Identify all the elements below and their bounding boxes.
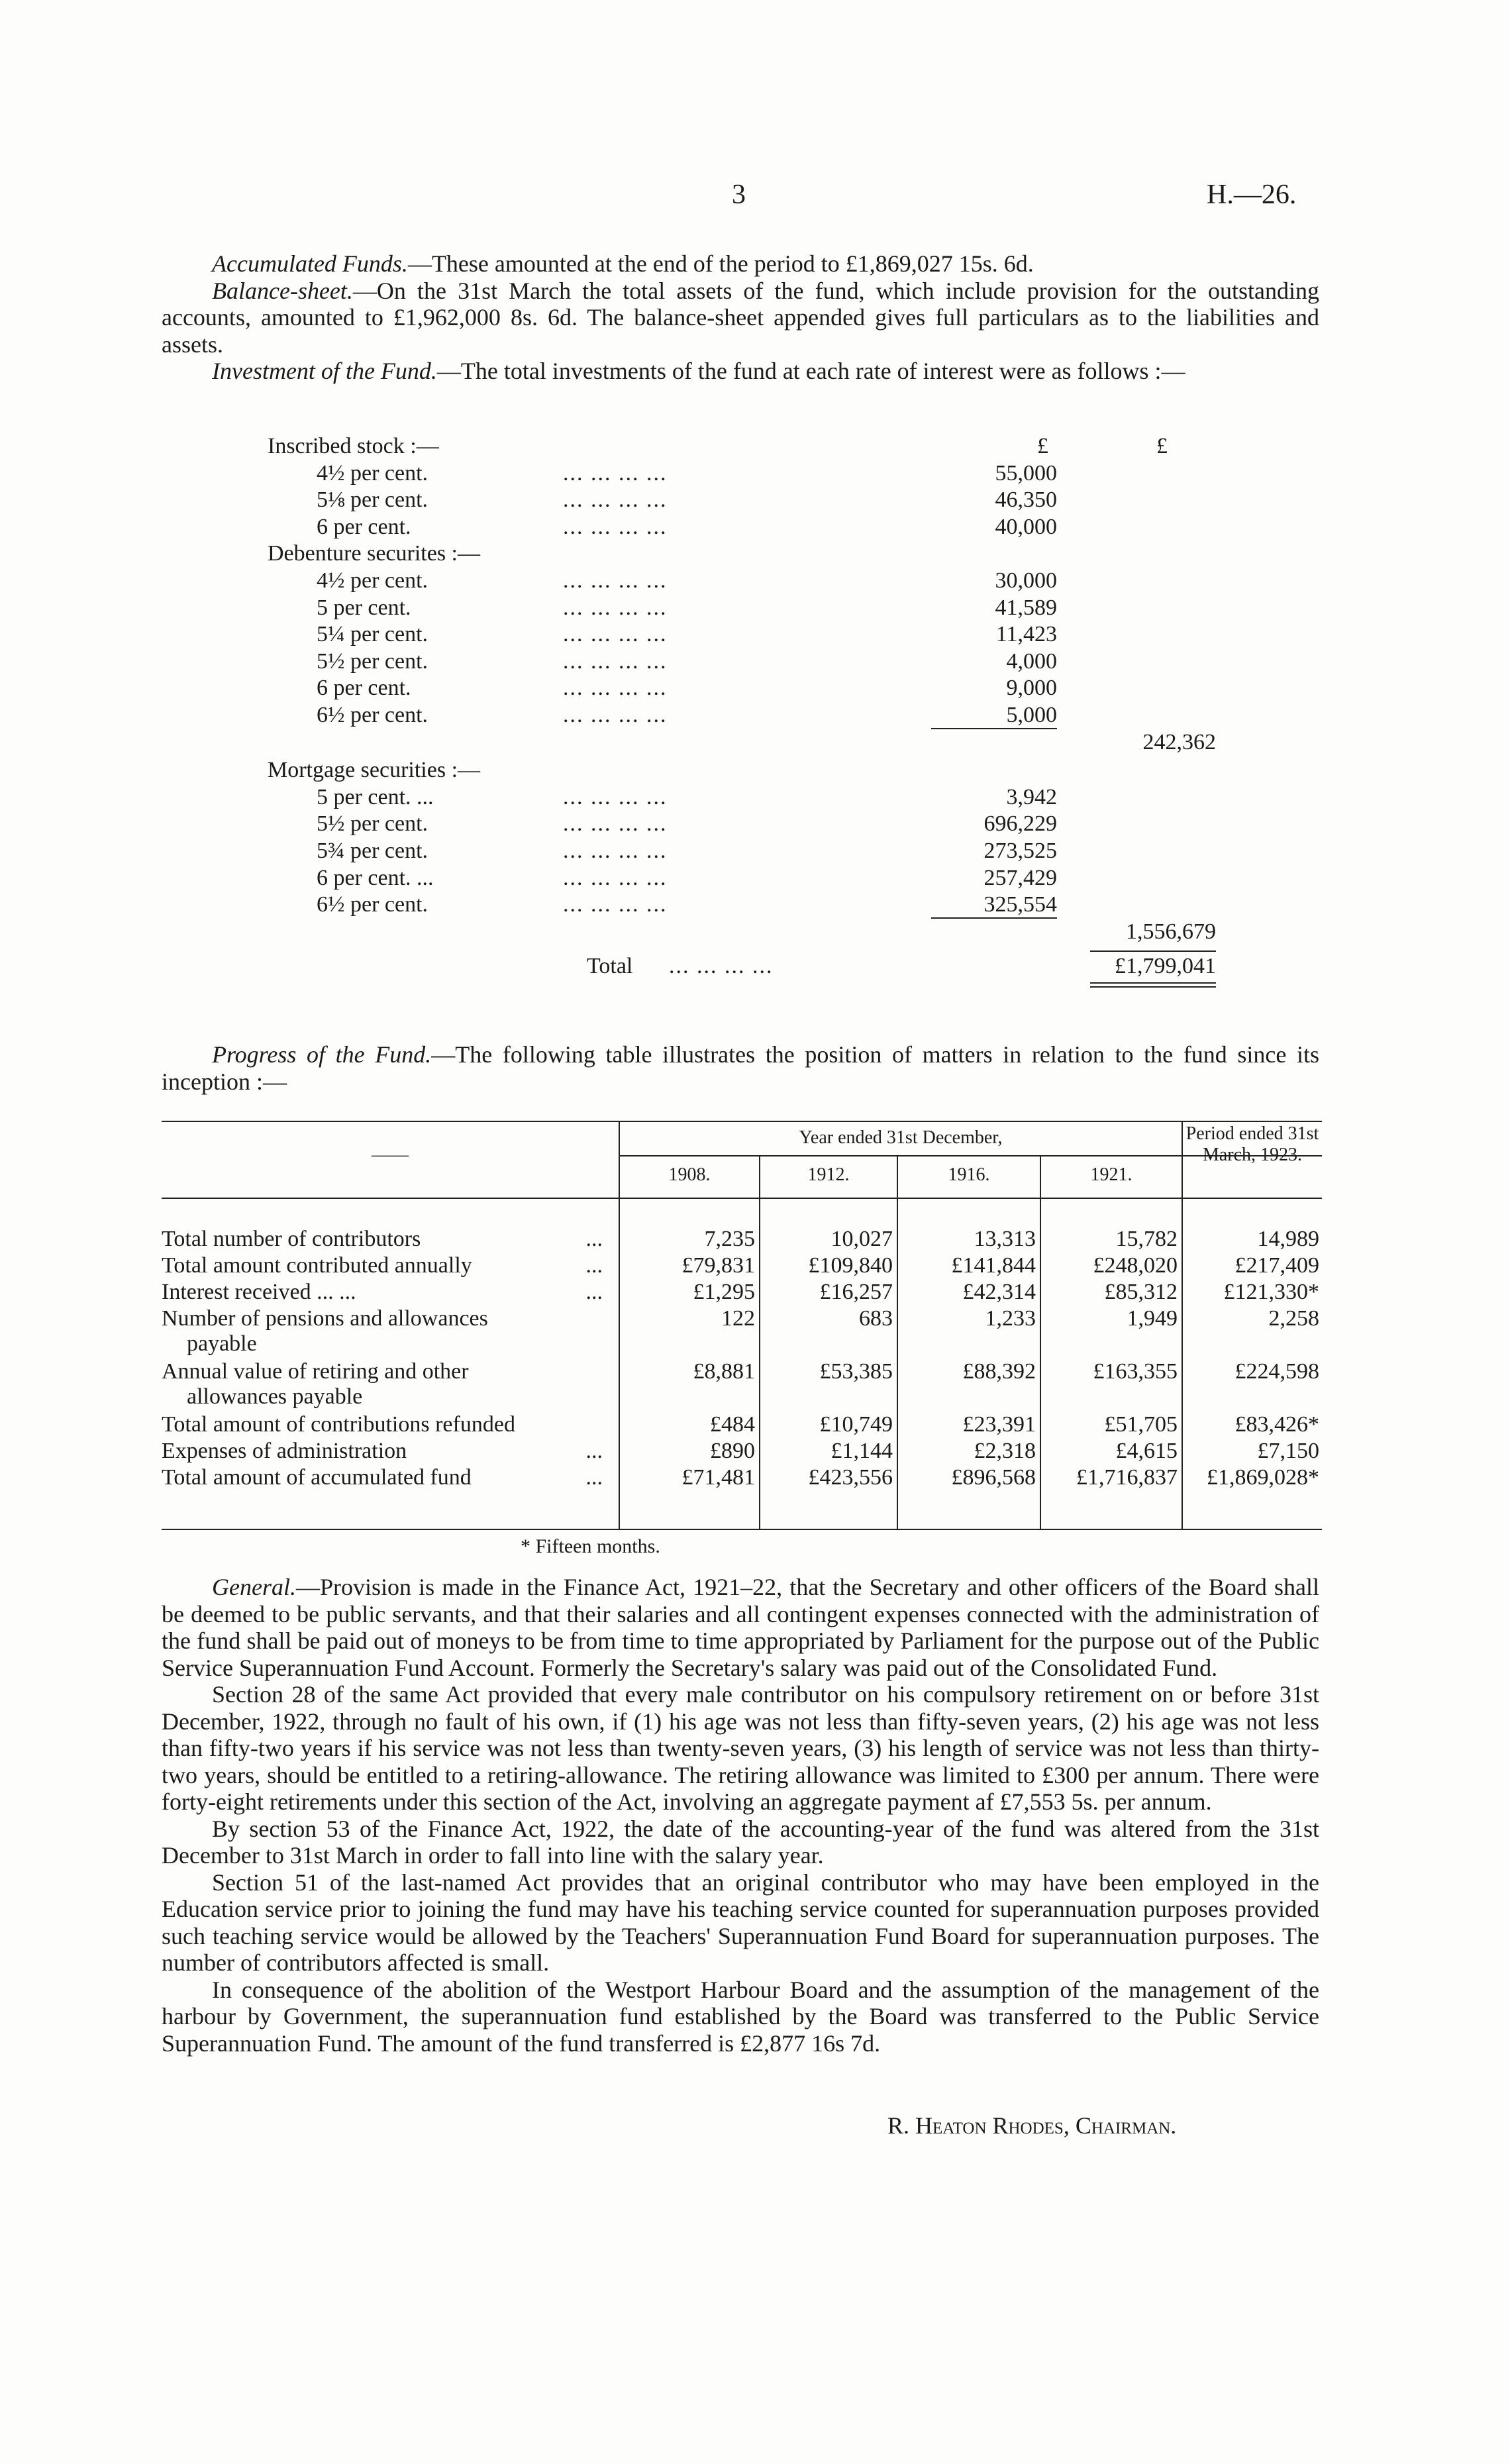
table-footnote: * Fifteen months. <box>521 1535 660 1557</box>
progress-table <box>162 1121 1322 1551</box>
row-label-line2: payable <box>187 1331 257 1356</box>
investment-amount: 273,525 <box>983 839 1057 864</box>
total-double-rule <box>1090 982 1216 988</box>
progress-heading: Progress of the Fund. <box>212 1041 432 1068</box>
table-cell: £141,844 <box>951 1253 1036 1278</box>
leader-dots: ... ... ... ... <box>563 568 668 593</box>
document-reference: H.—26. <box>1207 180 1297 210</box>
table-cell: £896,568 <box>951 1465 1036 1490</box>
general-paragraph-1 <box>162 1574 1319 1681</box>
table-cell: £2,318 <box>974 1439 1036 1463</box>
leader-dots: ... <box>585 1280 603 1304</box>
investment-amount: 325,554 <box>983 892 1057 917</box>
investment-amount: 41,589 <box>995 595 1057 620</box>
table-cell: £224,598 <box>1234 1359 1319 1384</box>
progress-paragraph <box>162 1041 1319 1095</box>
year-header-1908: 1908. <box>668 1164 711 1185</box>
table-cell: £1,716,837 <box>1076 1465 1178 1490</box>
accumulated-funds-heading: Accumulated Funds. <box>212 250 408 277</box>
leader-dots: ... ... ... ... <box>563 622 668 647</box>
table-cell: 7,235 <box>704 1227 755 1251</box>
group-heading: Inscribed stock :— <box>268 434 439 458</box>
general-paragraph-5: In consequence of the abolition of the Westport Harbour Board and the assumption of the management of the harbour by Government, the superannuation fund established by the Board was transferred to the Public Service Superannuation Fund. The amount of the fund transferred is £2,877 16s 7d. <box>162 1976 1319 2057</box>
group-subtotal: 242,362 <box>1142 729 1216 754</box>
investment-rate: 4½ per cent. <box>317 460 428 486</box>
leader-dots: ... ... ... ... <box>563 865 668 890</box>
leader-dots: ... ... ... ... <box>563 648 668 674</box>
leader-dots: ... ... ... ... <box>563 703 668 727</box>
total-top-rule <box>1090 950 1216 952</box>
general-heading: General. <box>212 1574 296 1600</box>
row-label-line1: Total amount of accumulated fund <box>162 1465 472 1490</box>
year-header-1921: 1921. <box>1090 1164 1132 1185</box>
leader-dots: ... ... ... ... <box>563 460 668 486</box>
table-cell: £79,831 <box>681 1253 755 1278</box>
investment-rate: 6 per cent. <box>317 514 411 539</box>
row-label <box>162 1306 612 1357</box>
col-divider-3 <box>1040 1155 1041 1529</box>
currency-header-col2: £ <box>1156 434 1168 458</box>
page-number: 3 <box>732 180 746 210</box>
row-label-line1: Number of pensions and allowances <box>162 1306 488 1331</box>
table-cell: 1,949 <box>1127 1306 1178 1331</box>
table-cell: £88,392 <box>962 1359 1036 1384</box>
investment-amount: 4,000 <box>1006 648 1057 674</box>
intro-section <box>162 250 1319 385</box>
leader-dots: ... ... ... ... <box>563 488 668 513</box>
leader-dots: ... <box>585 1253 603 1278</box>
investment-rate: 6½ per cent. <box>317 892 428 917</box>
table-cell: £4,615 <box>1115 1439 1178 1463</box>
col-divider-1 <box>759 1155 760 1529</box>
investment-rate: 6 per cent. <box>317 676 411 701</box>
investment-amount: 257,429 <box>983 865 1057 890</box>
stub-header: —— <box>372 1145 409 1165</box>
investment-rate: 5½ per cent. <box>317 648 428 674</box>
table-cell: £83,426* <box>1234 1412 1319 1437</box>
table-top-rule <box>162 1121 1322 1122</box>
general-paragraph-3: By section 53 of the Finance Act, 1922, the date of the accounting-year of the fund was altered from the 31st December to 31st March in order to fall into line with the salary year. <box>162 1815 1319 1869</box>
investment-amount: 5,000 <box>1006 703 1057 727</box>
investment-rate: 5¾ per cent. <box>317 839 428 864</box>
row-label <box>162 1412 612 1437</box>
col-divider-2 <box>897 1155 898 1529</box>
row-label <box>162 1227 612 1252</box>
group-heading: Mortgage securities :— <box>268 758 481 783</box>
period-header: Period ended 31st March, 1923. <box>1185 1123 1319 1165</box>
col-divider-period <box>1182 1121 1183 1529</box>
table-cell: £7,150 <box>1257 1439 1319 1463</box>
table-cell: £248,020 <box>1093 1253 1178 1278</box>
investment-amount: 46,350 <box>995 488 1057 513</box>
leader-dots: ... <box>585 1227 603 1251</box>
table-cell: 122 <box>721 1306 755 1331</box>
table-cell: 1,233 <box>985 1306 1036 1331</box>
row-label-line1: Total number of contributors <box>162 1227 421 1251</box>
table-cell: 13,313 <box>974 1227 1036 1251</box>
total-value: £1,799,041 <box>1115 954 1216 979</box>
table-cell: £1,295 <box>693 1280 755 1304</box>
leader-dots: ... ... ... ... <box>563 839 668 864</box>
table-cell: £42,314 <box>962 1280 1036 1304</box>
table-cell: 683 <box>859 1306 893 1331</box>
leader-dots: ... ... ... ... <box>563 892 668 917</box>
investment-heading: Investment of the Fund. <box>212 358 437 384</box>
year-group-header: Year ended 31st December, <box>799 1127 1003 1148</box>
year-header-1912: 1912. <box>807 1164 850 1185</box>
investment-amount: 696,229 <box>983 811 1057 837</box>
row-label-line1: Interest received ... ... <box>162 1280 356 1304</box>
investment-amount: 30,000 <box>995 568 1057 593</box>
table-cell: £23,391 <box>962 1412 1036 1437</box>
row-label <box>162 1465 612 1490</box>
investment-amount: 11,423 <box>995 622 1057 647</box>
row-label-line1: Annual value of retiring and other <box>162 1359 469 1384</box>
table-cell: £85,312 <box>1104 1280 1178 1304</box>
balance-sheet-heading: Balance-sheet. <box>212 277 353 304</box>
leader-dots: ... <box>585 1439 603 1463</box>
accumulated-funds-paragraph <box>162 250 1319 278</box>
investment-rate: 4½ per cent. <box>317 568 428 593</box>
row-label <box>162 1280 612 1305</box>
row-label-line1: Total amount contributed annually <box>162 1253 472 1278</box>
general-paragraph-2: Section 28 of the same Act provided that every male contributor on his compulsory retirement on or before 31st December, 1922, through no fault of his own, if (1) his age was not less than fifty-seven years, (2) his age was not less than fifty-two years if his service was not less than twenty-seven years, (3) his length of service was not less than thirty-two years, should be entitled to a retiring-allowance. The retiring allowance was limited to £300 per annum. There were forty-eight retirements under this section of the Act, involving an aggregate payment af £7,553 5s. per annum. <box>162 1681 1319 1815</box>
investment-rate: 5 per cent. <box>317 595 411 620</box>
investment-rate: 5⅛ per cent. <box>317 488 428 513</box>
table-cell: £10,749 <box>819 1412 893 1437</box>
table-cell: £484 <box>710 1412 755 1437</box>
table-cell: £890 <box>710 1439 755 1463</box>
table-cell: £16,257 <box>819 1280 893 1304</box>
row-label <box>162 1253 612 1278</box>
investment-amount: 40,000 <box>995 514 1057 539</box>
row-label <box>162 1359 612 1410</box>
general-text: —Provision is made in the Finance Act, 1921–22, that the Secretary and other officers of the Board shall be deemed to be public servants, and that their salaries and all contingent expenses connected with the administration of the fund shall be paid out of moneys to be from time to time appropriated by Parliament for the purpose out of the Public Service Superannuation Fund Account. Formerly the Secretary's salary was paid out of the Consolidated Fund. <box>162 1574 1319 1681</box>
table-cell: £71,481 <box>681 1465 755 1490</box>
table-cell: £51,705 <box>1104 1412 1178 1437</box>
table-cell: £53,385 <box>819 1359 893 1384</box>
table-cell: £1,144 <box>830 1439 893 1463</box>
balance-sheet-text: —On the 31st March the total assets of the fund, which include provision for the outstanding accounts, amounted to £1,962,000 8s. 6d. The balance-sheet appended gives full particulars as to the liabilities and assets. <box>162 277 1319 358</box>
leader-dots: ... <box>585 1465 603 1490</box>
leader-dots: ... ... ... ... <box>563 784 668 809</box>
investment-rate: 5½ per cent. <box>317 811 428 837</box>
table-cell: £1,869,028* <box>1207 1465 1319 1490</box>
signature: R. Heaton Rhodes, Chairman. <box>887 2112 1177 2139</box>
progress-text: —The following table illustrates the position of matters in relation to the fund since its inception :— <box>162 1041 1320 1095</box>
table-cell: £423,556 <box>808 1465 893 1490</box>
leader-dots: ... ... ... ... <box>563 676 668 701</box>
year-header-1916: 1916. <box>948 1164 990 1185</box>
investment-text: —The total investments of the fund at each rate of interest were as follows :— <box>436 358 1185 384</box>
currency-header-col1: £ <box>1037 434 1048 458</box>
accumulated-funds-text: —These amounted at the end of the period to £1,869,027 15s. 6d. <box>407 250 1034 277</box>
general-paragraph-4: Section 51 of the last-named Act provides that an original contributor who may have been employed in the Education service prior to joining the fund may have his teaching service counted for superannuation purposes provided such teaching service would be allowed by the Teachers' Superannuation Fund Board for superannuation purposes. The number of contributors affected is small. <box>162 1869 1319 1976</box>
leader-dots: ... ... ... ... <box>563 595 668 620</box>
group-heading: Debenture securites :— <box>268 541 480 566</box>
table-cell: £121,330* <box>1223 1280 1319 1304</box>
group-subtotal: 1,556,679 <box>1126 919 1216 944</box>
row-label-line1: Expenses of administration <box>162 1439 407 1463</box>
investment-rate: 6½ per cent. <box>317 703 428 727</box>
investment-amount: 3,942 <box>1006 784 1057 809</box>
table-cell: 2,258 <box>1268 1306 1319 1331</box>
leader-dots: ... ... ... ... <box>563 811 668 837</box>
row-label-line1: Total amount of contributions refunded <box>162 1412 515 1437</box>
table-bottom-rule <box>162 1529 1322 1530</box>
progress-section <box>162 1041 1319 1095</box>
table-cell: 15,782 <box>1115 1227 1178 1251</box>
header-bottom-rule <box>162 1198 1322 1199</box>
leader-dots: ... ... ... ... <box>563 514 668 539</box>
investment-amount: 55,000 <box>995 460 1057 486</box>
investment-rate: 6 per cent. ... <box>317 865 434 890</box>
row-label-line2: allowances payable <box>187 1384 363 1409</box>
total-label: Total <box>587 954 633 979</box>
table-cell: 14,989 <box>1257 1227 1319 1251</box>
row-label <box>162 1439 612 1464</box>
table-cell: 10,027 <box>830 1227 893 1251</box>
general-section <box>162 1574 1319 2057</box>
investment-rate: 5¼ per cent. <box>317 622 428 647</box>
table-cell: £217,409 <box>1234 1253 1319 1278</box>
table-cell: £109,840 <box>808 1253 893 1278</box>
investment-amount: 9,000 <box>1006 676 1057 701</box>
table-cell: £8,881 <box>693 1359 755 1384</box>
investment-paragraph <box>162 358 1319 385</box>
balance-sheet-paragraph <box>162 278 1319 358</box>
investment-rate: 5 per cent. ... <box>317 784 434 809</box>
table-cell: £163,355 <box>1093 1359 1178 1384</box>
leader-dots: ... ... ... ... <box>669 954 774 979</box>
